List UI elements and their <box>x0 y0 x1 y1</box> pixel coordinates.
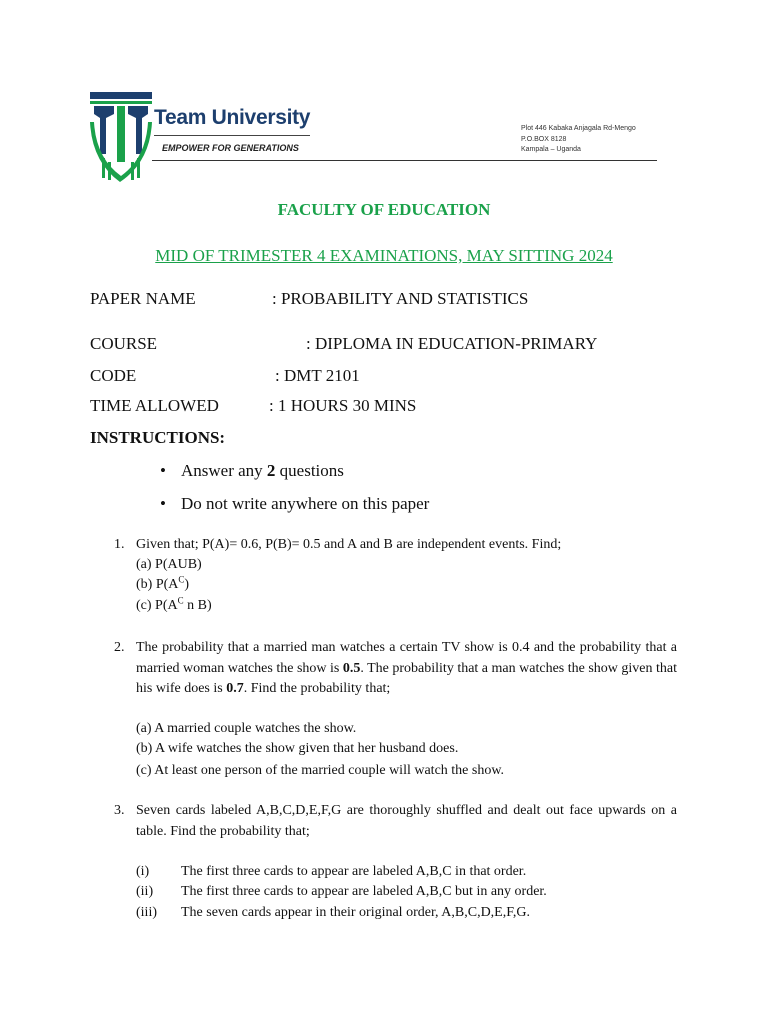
address-line-3: Kampala – Uganda <box>521 146 581 153</box>
faculty-title: FACULTY OF EDUCATION <box>277 200 491 219</box>
instructions-heading: INSTRUCTIONS: <box>90 428 226 447</box>
course-value: : DIPLOMA IN EDUCATION-PRIMARY <box>306 334 598 353</box>
exam-title: MID OF TRIMESTER 4 EXAMINATIONS, MAY SITTING 2024 <box>155 246 613 265</box>
question-number: 3. <box>114 803 125 818</box>
motto: EMPOWER FOR GENERATIONS <box>162 143 299 153</box>
question-2-part-b: (b) A wife watches the show given that her husband does. <box>136 741 459 756</box>
question-1-part-c: (c) $P(A^C$ n B) <box>136 595 212 613</box>
question-1-part-b: (b) $P(A^C)$ <box>136 574 190 592</box>
question-1-text: Given that; P(A)= 0.6, P(B)= 0.5 and A and B are independent events. Find; <box>136 537 562 552</box>
paper-name-label: PAPER NAME <box>90 289 196 308</box>
address-line-2: P.O.BOX 8128 <box>521 136 567 143</box>
question-3-item-label: (ii) <box>136 884 154 899</box>
question-3-item-label: (iii) <box>136 905 157 920</box>
question-3-text: Seven cards labeled A,B,C,D,E,F,G are thoroughly shuffled and dealt out face upwards on a table. Find the probability that; <box>136 803 677 839</box>
question-2-text: The probability that a married man watches a certain TV show is 0.4 and the probability that a married woman watches the show is 0.5. The probability that a man watches the show given that his wife does is 0.7. Find the probability that; <box>136 640 677 696</box>
question-3-item-text: The seven cards appear in their original order, A,B,C,D,E,F,G. <box>181 905 531 920</box>
header-divider <box>152 160 657 161</box>
question-1-part-a: (a) P(AUB) <box>136 557 202 572</box>
code-label: CODE <box>90 366 137 385</box>
code-value: : DMT 2101 <box>275 366 360 385</box>
question-2-part-c: (c) At least one person of the married couple will watch the show. <box>136 763 505 778</box>
question-2-part-a: (a) A married couple watches the show. <box>136 721 357 736</box>
question-number: 1. <box>114 537 125 552</box>
bullet-icon: • <box>160 494 166 513</box>
time-allowed-value: : 1 HOURS 30 MINS <box>269 396 417 415</box>
time-allowed-label: TIME ALLOWED <box>90 396 219 415</box>
course-label: COURSE <box>90 334 158 353</box>
team-university-logo-icon <box>90 92 152 184</box>
university-name: Team University <box>154 106 311 129</box>
instruction-item-2: Do not write anywhere on this paper <box>181 494 430 513</box>
question-3-item-label: (i) <box>136 864 150 879</box>
instruction-item-1: Answer any 2 questions <box>181 461 344 480</box>
question-3-item-text: The first three cards to appear are labeled A,B,C in that order. <box>181 864 527 879</box>
bullet-icon: • <box>160 461 166 480</box>
paper-name-value: : PROBABILITY AND STATISTICS <box>272 289 529 308</box>
question-3-item-text: The first three cards to appear are labeled A,B,C but in any order. <box>181 884 547 899</box>
address-line-1: Plot 446 Kabaka Anjagala Rd-Mengo <box>521 125 636 132</box>
question-number: 2. <box>114 640 125 655</box>
name-divider <box>154 135 310 136</box>
